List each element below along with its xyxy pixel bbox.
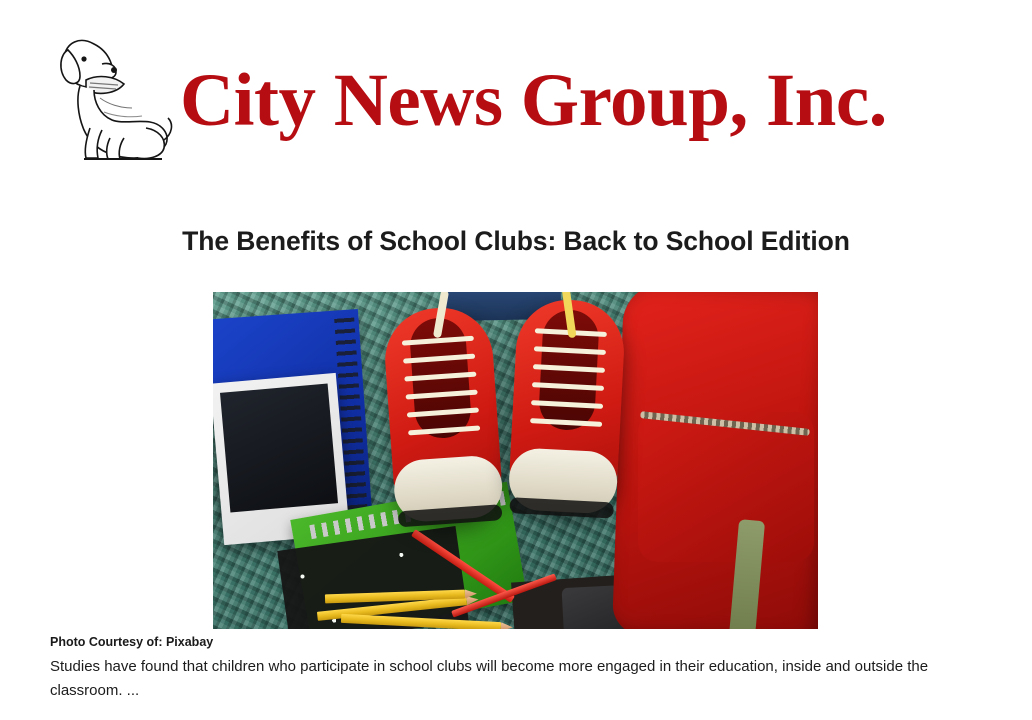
red-sneaker-left <box>382 304 505 523</box>
sneaker-laces <box>402 332 482 457</box>
page-title: The Benefits of School Clubs: Back to School Edition <box>182 225 850 256</box>
dog-with-newspaper-icon <box>50 28 174 168</box>
masthead-title: City News Group, Inc. <box>180 58 887 142</box>
sneaker-laces <box>529 324 607 448</box>
article-image <box>213 292 818 629</box>
photo-credit: Photo Courtesy of: Pixabay <box>50 635 214 649</box>
backpack-pocket <box>638 412 814 562</box>
masthead <box>0 18 1032 178</box>
sneaker-body <box>382 304 505 523</box>
article-image-content <box>213 292 818 629</box>
tablet-screen <box>220 384 338 513</box>
article-excerpt: Studies have found that children who participate in school clubs will become more engaged in their education, inside and outside the classroom. ... <box>50 658 929 699</box>
